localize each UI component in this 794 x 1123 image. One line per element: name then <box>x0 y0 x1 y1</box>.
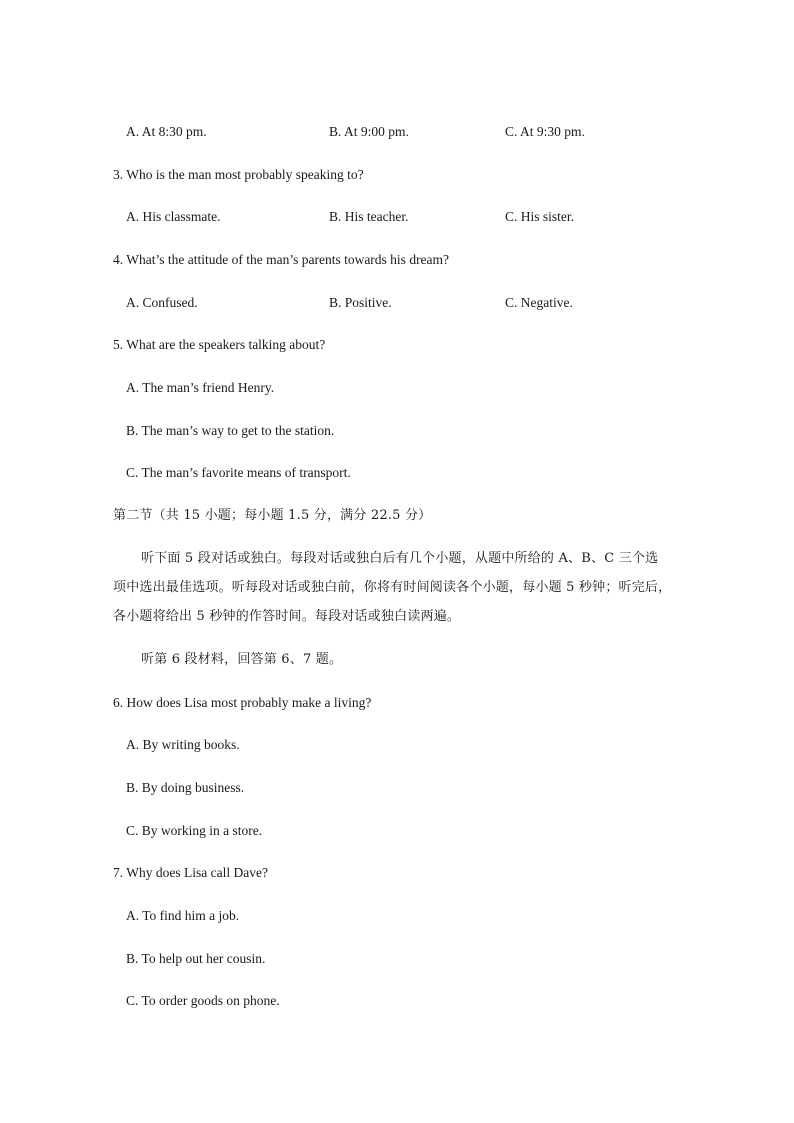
q2-option-c: C. At 9:30 pm. <box>505 124 585 139</box>
q5-stem: 5. What are the speakers talking about? <box>113 337 326 352</box>
q2-option-b: B. At 9:00 pm. <box>329 124 409 139</box>
section-heading: 第二节（共 15 小题；每小题 1.5 分，满分 22.5 分） <box>113 508 432 523</box>
q5-option-b: B. The man’s way to get to the station. <box>126 423 335 438</box>
q7-option-b: B. To help out her cousin. <box>126 951 266 966</box>
q6-option-a: A. By writing books. <box>126 737 240 752</box>
q4-option-c: C. Negative. <box>505 295 573 310</box>
q3-option-a: A. His classmate. <box>126 209 221 224</box>
q6-option-c: C. By working in a store. <box>126 823 263 838</box>
q2-option-a: A. At 8:30 pm. <box>126 124 207 139</box>
q6-stem: 6. How does Lisa most probably make a living? <box>113 695 372 710</box>
instructions-line-3: 各小题将给出 5 秒钟的作答时间。每段对话或独白读两遍。 <box>113 609 461 624</box>
q7-option-a: A. To find him a job. <box>126 908 240 923</box>
q4-option-b: B. Positive. <box>329 295 392 310</box>
material-6-instruction: 听第 6 段材料，回答第 6、7 题。 <box>141 652 343 667</box>
q3-option-b: B. His teacher. <box>329 209 409 224</box>
q7-option-c: C. To order goods on phone. <box>126 993 280 1008</box>
q5-option-a: A. The man’s friend Henry. <box>126 380 275 395</box>
q4-option-a: A. Confused. <box>126 295 198 310</box>
q7-stem: 7. Why does Lisa call Dave? <box>113 865 268 880</box>
q5-option-c: C. The man’s favorite means of transport. <box>126 465 351 480</box>
q4-stem: 4. What’s the attitude of the man’s parents towards his dream? <box>113 252 450 267</box>
q6-option-b: B. By doing business. <box>126 780 245 795</box>
q3-stem: 3. Who is the man most probably speaking to? <box>113 167 364 182</box>
instructions-line-2: 项中选出最佳选项。听每段对话或独白前，你将有时间阅读各个小题，每小题 5 秒钟；听完后， <box>113 580 672 595</box>
instructions-line-1: 听下面 5 段对话或独白。每段对话或独白后有几个小题，从题中所给的 A、B、C 三个选 <box>141 551 659 566</box>
q3-option-c: C. His sister. <box>505 209 575 224</box>
